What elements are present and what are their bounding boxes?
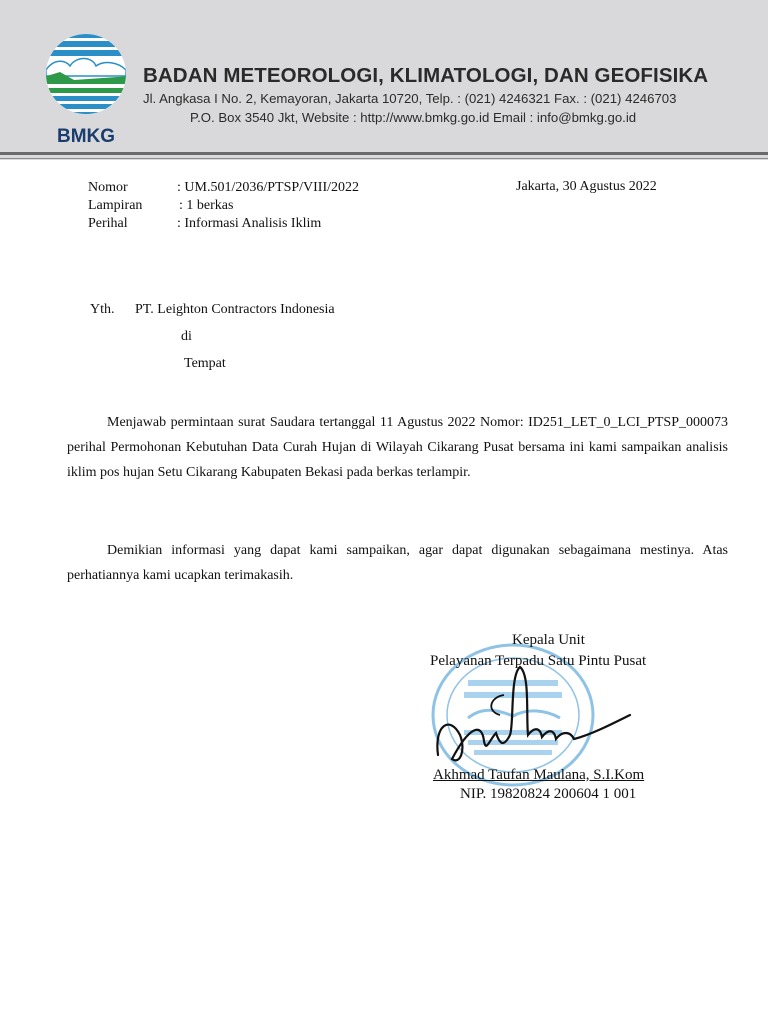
signer-title-1: Kepala Unit [512, 632, 585, 648]
body-paragraph-2-text: Demikian informasi yang dapat kami sampaikan, agar dapat digunakan sebagaimana mestinya. Atas perhatiannya kami ucapkan terimakasih. [67, 543, 728, 583]
lampiran-value: : 1 berkas [179, 198, 234, 213]
handwritten-signature [430, 655, 640, 785]
header-rule-thin [0, 158, 768, 159]
bmkg-logo [40, 32, 132, 150]
addressee-di: di [181, 329, 192, 344]
org-name: BADAN METEOROLOGI, KLIMATOLOGI, DAN GEOFISIKA [143, 64, 709, 87]
logo-text: BMKG [56, 126, 116, 147]
body-paragraph-1-text: Menjawab permintaan surat Saudara tertanggal 11 Agustus 2022 Nomor: ID251_LET_0_LCI_PTSP_000073 perihal Permohonan Kebutuhan Data Curah Hujan di Wilayah Cikarang Pusat bersama ini kami sampaikan analisis iklim pos hujan Setu Cikarang Kabupaten Bekasi pada berkas terlampir. [67, 415, 728, 480]
signer-title-2: Pelayanan Terpadu Satu Pintu Pusat [430, 653, 647, 669]
signer-nip: NIP. 19820824 200604 1 001 [460, 786, 637, 802]
header-rule-thick [0, 152, 768, 155]
nomor-label: Nomor [88, 180, 128, 195]
body-paragraph-1 [67, 410, 728, 485]
perihal-label: Perihal [88, 216, 128, 231]
letterhead [0, 0, 768, 160]
org-address: Jl. Angkasa I No. 2, Kemayoran, Jakarta 10720, Telp. : (021) 4246321 Fax. : (021) 4246703 [143, 91, 677, 106]
lampiran-label: Lampiran [88, 198, 143, 213]
letter-date: Jakarta, 30 Agustus 2022 [516, 179, 657, 194]
signer-name: Akhmad Taufan Maulana, S.I.Kom [433, 767, 645, 783]
addressee-yth: Yth. [90, 302, 115, 317]
perihal-value: : Informasi Analisis Iklim [177, 216, 322, 231]
addressee-company: PT. Leighton Contractors Indonesia [135, 302, 335, 317]
addressee-tempat: Tempat [184, 356, 226, 371]
nomor-value: : UM.501/2036/PTSP/VIII/2022 [177, 180, 360, 195]
org-contact: P.O. Box 3540 Jkt, Website : http://www.bmkg.go.id Email : info@bmkg.go.id [190, 110, 637, 125]
body-paragraph-2 [67, 538, 728, 588]
